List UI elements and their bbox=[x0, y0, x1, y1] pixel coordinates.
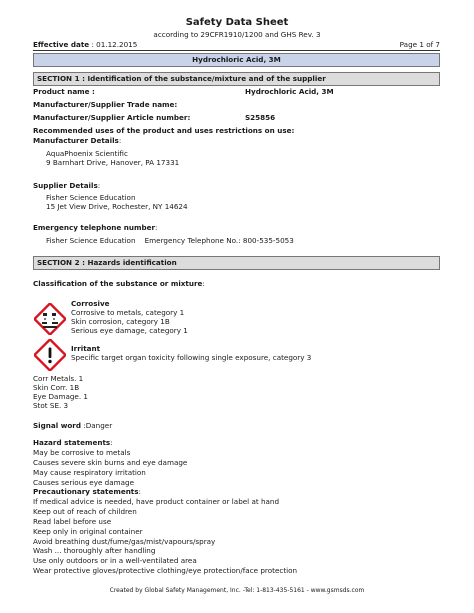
exclamation-pictogram-icon bbox=[34, 339, 66, 371]
hazard-statement: Causes serious eye damage bbox=[33, 478, 135, 487]
product-name-value: Hydrochloric Acid, 3M bbox=[245, 87, 334, 96]
hazard-statement: May cause respiratory irritation bbox=[33, 468, 146, 477]
effective-date bbox=[33, 40, 137, 49]
effective-date-value: : 01.12.2015 bbox=[91, 40, 138, 49]
hazard-statements-heading bbox=[33, 438, 113, 447]
manufacturer-details-colon: : bbox=[118, 136, 122, 145]
precautionary-statements-label: Precautionary statements bbox=[33, 487, 139, 496]
precautionary-statement: Wash ... thoroughly after handling bbox=[33, 546, 156, 555]
document-title: Safety Data Sheet bbox=[185, 17, 289, 28]
emergency-phone-line: Fisher Science Education Emergency Telephone No.: 800-535-5053 bbox=[46, 236, 294, 245]
section-2-heading-text: SECTION 2 : Hazards identification bbox=[37, 258, 177, 267]
manufacturer-details-heading bbox=[33, 136, 121, 145]
section-1-heading-text: SECTION 1 : Identification of the substance/mixture and of the supplier bbox=[37, 74, 326, 83]
precautionary-statement: Keep out of reach of children bbox=[33, 507, 137, 516]
classification-code: Stot SE. 3 bbox=[33, 401, 69, 410]
article-number-label: Manufacturer/Supplier Article number: bbox=[33, 113, 191, 122]
classification-label: Classification of the substance or mixture bbox=[33, 279, 203, 288]
product-banner bbox=[33, 53, 440, 67]
precautionary-statement: Wear protective gloves/protective clothing/eye protection/face protection bbox=[33, 566, 298, 575]
classification-heading bbox=[33, 279, 205, 288]
supplier-name: Fisher Science Education bbox=[46, 193, 136, 202]
precautionary-statement: Use only outdoors or in a well-ventilated area bbox=[33, 556, 197, 565]
header-rule bbox=[33, 50, 440, 51]
page-footer: Created by Global Safety Management, Inc. -Tel: 1-813-435-5161 - www.gsmsds.com bbox=[109, 587, 365, 594]
corrosive-title: Corrosive bbox=[71, 299, 110, 308]
product-banner-text: Hydrochloric Acid, 3M bbox=[192, 55, 281, 64]
classification-colon: : bbox=[202, 279, 205, 288]
emergency-phone-label: Emergency telephone number bbox=[33, 223, 156, 232]
supplier-details-label: Supplier Details bbox=[33, 181, 98, 190]
hazard-statements-label: Hazard statements bbox=[33, 438, 111, 447]
hazard-statement: May be corrosive to metals bbox=[33, 448, 131, 457]
trade-name-label: Manufacturer/Supplier Trade name: bbox=[33, 100, 178, 109]
article-number-value: S25856 bbox=[245, 113, 276, 122]
precautionary-statement: Read label before use bbox=[33, 517, 112, 526]
signal-word-value: :Danger bbox=[83, 421, 113, 430]
emergency-phone-heading bbox=[33, 223, 157, 232]
document-subtitle: according to 29CFR1910/1200 and GHS Rev. 3 bbox=[153, 30, 321, 39]
irritant-line: Specific target organ toxicity following single exposure, category 3 bbox=[71, 353, 312, 362]
corrosive-line: Serious eye damage, category 1 bbox=[71, 326, 188, 335]
corrosive-line: Corrosive to metals, category 1 bbox=[71, 308, 185, 317]
supplier-details-heading bbox=[33, 181, 100, 190]
product-name-label: Product name : bbox=[33, 87, 95, 96]
supplier-address: 15 Jet View Drive, Rochester, NY 14624 bbox=[46, 202, 188, 211]
signal-word bbox=[33, 421, 112, 430]
precautionary-statements-heading bbox=[33, 487, 141, 496]
recommended-uses-label: Recommended uses of the product and uses restrictions on use: bbox=[33, 126, 295, 135]
classification-code: Corr Metals. 1 bbox=[33, 374, 84, 383]
classification-code: Eye Damage. 1 bbox=[33, 392, 88, 401]
manufacturer-name: AquaPhoenix Scientific bbox=[46, 149, 128, 158]
hazard-statement: Causes severe skin burns and eye damage bbox=[33, 458, 188, 467]
precautionary-statement: Avoid breathing dust/fume/gas/mist/vapours/spray bbox=[33, 537, 216, 546]
signal-word-label: Signal word bbox=[33, 421, 81, 430]
precautionary-statement: If medical advice is needed, have product container or label at hand bbox=[33, 497, 280, 506]
effective-date-label: Effective date bbox=[33, 40, 90, 49]
manufacturer-address: 9 Barnhart Drive, Hanover, PA 17331 bbox=[46, 158, 180, 167]
section-1-heading bbox=[33, 72, 440, 86]
section-2-heading bbox=[33, 256, 440, 270]
irritant-title: Irritant bbox=[71, 344, 101, 353]
emergency-phone-colon: : bbox=[155, 223, 158, 232]
corrosive-line: Skin corrosion, category 1B bbox=[71, 317, 170, 326]
supplier-details-colon: : bbox=[97, 181, 101, 190]
page-number: Page 1 of 7 bbox=[399, 40, 440, 49]
classification-code: Skin Corr. 1B bbox=[33, 383, 80, 392]
hazard-statements-colon: : bbox=[110, 438, 113, 447]
corrosive-pictogram-icon bbox=[34, 303, 66, 335]
precautionary-statement: Keep only in original container bbox=[33, 527, 143, 536]
manufacturer-details-label: Manufacturer Details bbox=[33, 136, 119, 145]
precautionary-statements-colon: : bbox=[138, 487, 141, 496]
